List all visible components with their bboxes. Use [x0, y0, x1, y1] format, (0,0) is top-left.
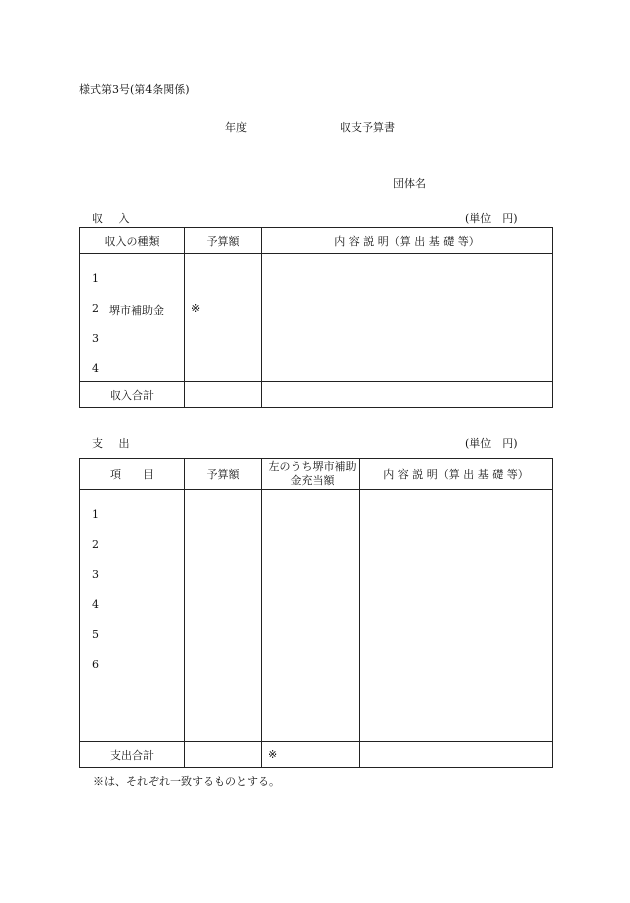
document-title: 収支予算書 — [340, 121, 395, 134]
income-total-label: 収入合計 — [80, 382, 185, 408]
income-section-label: 収 入 — [92, 212, 136, 225]
expense-section-label: 支 出 — [92, 437, 136, 450]
income-budget-cell[interactable] — [185, 254, 262, 382]
expense-row-no: 3 — [92, 568, 99, 581]
expense-row-no: 2 — [92, 538, 99, 551]
income-total-description[interactable] — [262, 382, 553, 408]
expense-description-cell[interactable] — [360, 490, 553, 742]
group-name-label: 団体名 — [393, 177, 426, 190]
income-total-amount[interactable] — [185, 382, 262, 408]
expense-total-label: 支出合計 — [80, 742, 185, 768]
income-row-no: 4 — [92, 362, 99, 375]
expense-row-no: 1 — [92, 508, 99, 521]
income-col-budget: 予算額 — [185, 228, 262, 254]
expense-total-description[interactable] — [360, 742, 553, 768]
income-table — [79, 227, 553, 408]
expense-col-item: 項 目 — [80, 459, 185, 490]
expense-col-description: 内 容 説 明（算 出 基 礎 等） — [360, 459, 553, 490]
income-description-cell[interactable] — [262, 254, 553, 382]
income-row-name: 堺市補助金 — [109, 304, 164, 317]
expense-col-budget: 予算額 — [185, 459, 262, 490]
expense-row-no: 6 — [92, 658, 99, 671]
expense-row-no: 4 — [92, 598, 99, 611]
expense-items-cell[interactable] — [80, 490, 185, 742]
form-number: 様式第3号(第4条関係) — [79, 83, 190, 96]
expense-subsidy-cell[interactable] — [262, 490, 360, 742]
income-col-type: 収入の種類 — [80, 228, 185, 254]
income-row-no: 3 — [92, 332, 99, 345]
expense-unit-label: (単位 円) — [465, 437, 518, 450]
expense-col-subsidy: 左のうち堺市補助金充当額 — [262, 459, 360, 490]
income-subsidy-mark: ※ — [191, 302, 201, 315]
income-row-no: 1 — [92, 272, 99, 285]
expense-total-subsidy-mark[interactable]: ※ — [262, 742, 360, 768]
income-row-no: 2 — [92, 302, 99, 315]
footnote: ※は、それぞれ一致するものとする。 — [93, 775, 280, 788]
income-col-description: 内 容 説 明（算 出 基 礎 等） — [262, 228, 553, 254]
income-unit-label: (単位 円) — [465, 212, 518, 225]
expense-row-no: 5 — [92, 628, 99, 641]
fiscal-year-label: 年度 — [225, 121, 247, 134]
expense-total-amount[interactable] — [185, 742, 262, 768]
expense-budget-cell[interactable] — [185, 490, 262, 742]
expense-table — [79, 458, 553, 768]
income-items-cell[interactable] — [80, 254, 185, 382]
